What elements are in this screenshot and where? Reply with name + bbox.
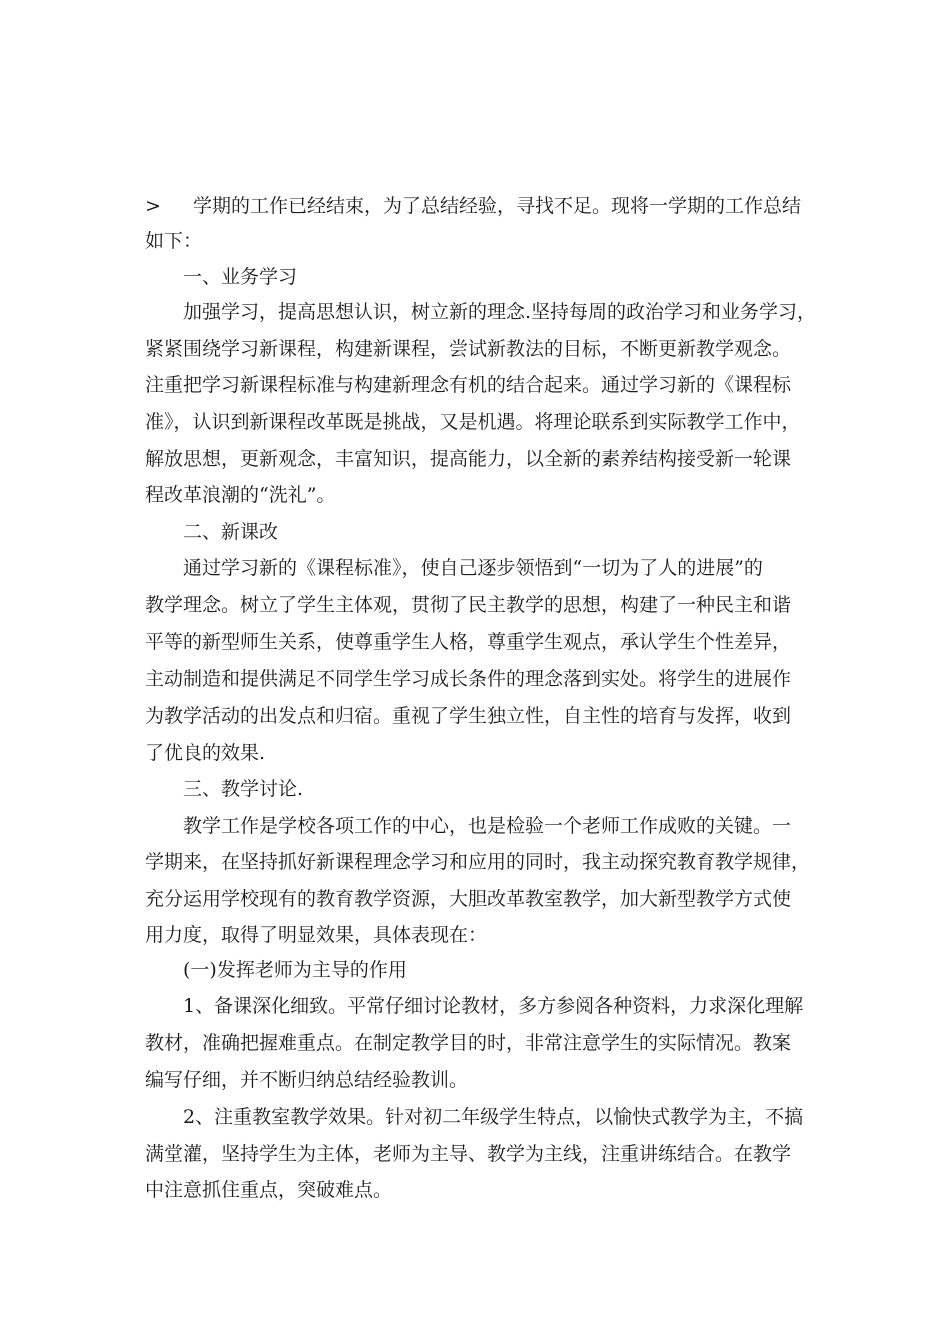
section-heading: 二、新课改 bbox=[183, 521, 279, 543]
paragraph-line: 了优良的效果. bbox=[145, 742, 266, 764]
paragraph-line: 教学理念。树立了学生主体观，贯彻了民主教学的思想，构建了一种民主和谐 bbox=[145, 594, 792, 616]
paragraph-line: 为教学活动的出发点和归宿。重视了学生独立性，自主性的培育与发挥，收到 bbox=[145, 705, 792, 727]
paragraph-line: 如下： bbox=[145, 230, 203, 252]
paragraph-line: 准》，认识到新课程改革既是挑战，又是机遇。将理论联系到实际教学工作中， bbox=[145, 411, 801, 433]
paragraph-line: 满堂灌，坚持学生为主体，老师为主导、教学为主线，注重讲练结合。在教学 bbox=[145, 1143, 792, 1165]
paragraph-line: 教学工作是学校各项工作的中心，也是检验一个老师工作成败的关键。一 bbox=[183, 815, 792, 837]
paragraph-line: 解放思想，更新观念，丰富知识，提高能力，以全新的素养结构接受新一轮课 bbox=[145, 448, 792, 470]
paragraph-line: 教材，准确把握难重点。在制定教学目的时，非常注意学生的实际情况。教案 bbox=[145, 1032, 792, 1054]
paragraph-line: 通过学习新的《课程标准》，使自己逐步领悟到“一切为了人的进展”的 bbox=[183, 557, 763, 579]
section-heading: 三、教学讨论. bbox=[183, 778, 304, 800]
paragraph-line: 加强学习，提高思想认识，树立新的理念.坚持每周的政治学习和业务学习， bbox=[183, 301, 817, 323]
paragraph-line: 编写仔细，并不断归纳总结经验教训。 bbox=[145, 1069, 469, 1091]
paragraph-line: 中注意抓住重点，突破难点。 bbox=[145, 1179, 393, 1201]
section-heading: 一、业务学习 bbox=[183, 266, 298, 288]
paragraph-line: 学期的工作已经结束，为了总结经验，寻找不足。现将一学期的工作总结 bbox=[193, 195, 802, 217]
paragraph-line: 平等的新型师生关系，使尊重学生人格，尊重学生观点，承认学生个性差异， bbox=[145, 631, 792, 653]
bullet-marker: > bbox=[145, 195, 161, 217]
paragraph-line: 充分运用学校现有的教育教学资源，大胆改革教室教学，加大新型教学方式使 bbox=[145, 888, 792, 910]
paragraph-line: 程改革浪潮的“洗礼”。 bbox=[145, 484, 336, 506]
paragraph-line: 主动制造和提供满足不同学生学习成长条件的理念落到实处。将学生的进展作 bbox=[145, 668, 792, 690]
paragraph-line: 用力度，取得了明显效果，具体表现在： bbox=[145, 924, 488, 946]
paragraph-line: 1、备课深化细致。平常仔细讨论教材，多方参阅各种资料，力求深化理解 bbox=[183, 995, 804, 1017]
paragraph-line: 学期来，在坚持抓好新课程理念学习和应用的同时，我主动探究教育教学规律， bbox=[145, 851, 811, 873]
paragraph-line: 2、注重教室教学效果。针对初二年级学生特点，以愉快式教学为主，不搞 bbox=[183, 1106, 804, 1128]
paragraph-line: 紧紧围绕学习新课程，构建新课程，尝试新教法的目标，不断更新教学观念。 bbox=[145, 338, 792, 360]
paragraph-line: 注重把学习新课程标准与构建新理念有机的结合起来。通过学习新的《课程标 bbox=[145, 374, 792, 396]
subsection-heading: (一)发挥老师为主导的作用 bbox=[183, 959, 407, 981]
